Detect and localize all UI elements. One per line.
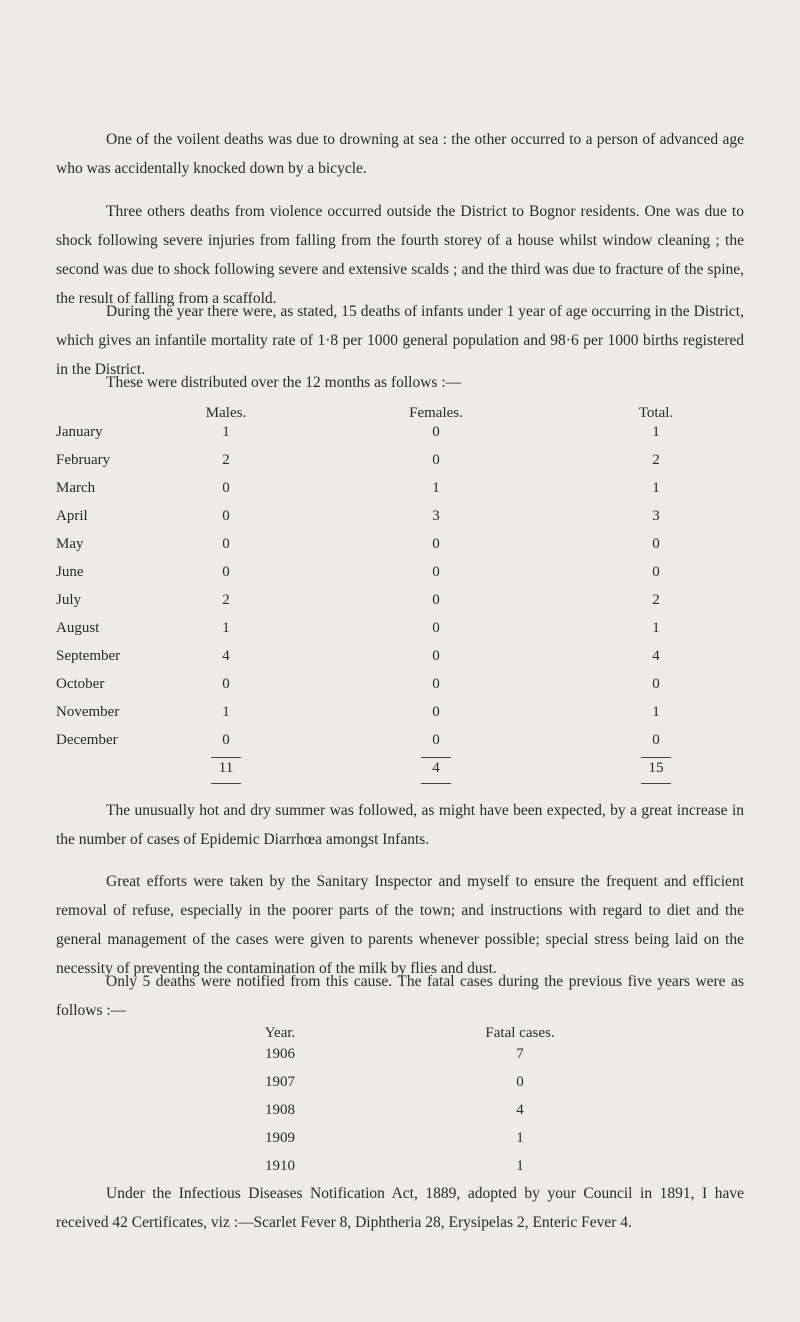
row-month: November (56, 704, 120, 720)
paragraph-deaths-outside-district: Three others deaths from violence occurred outside the District to Bognor residents. One was due to shock following severe injuries from falling from the fourth storey of a house whilst window cleaning ; the second was due to shock following severe and extensive scalds ; and the third was due to fracture of the spine, the result of falling from a scaffold. (56, 203, 744, 307)
row-males: 0 (222, 732, 230, 748)
row-females: 1 (432, 480, 440, 496)
paragraph-violent-deaths: One of the voilent deaths was due to drowning at sea : the other occurred to a person of advanced age who was accidentally knocked down by a bicycle. (56, 131, 744, 177)
sum-rule-bottom (421, 783, 451, 784)
row-males: 1 (222, 704, 230, 720)
total-females: 4 (432, 760, 440, 776)
paragraph-monthly-intro: These were distributed over the 12 months as follows :— (106, 374, 462, 391)
row-total: 1 (652, 424, 660, 440)
row-females: 0 (432, 648, 440, 664)
row-females: 0 (432, 564, 440, 580)
total-all: 15 (648, 760, 664, 776)
row-cases: 1 (516, 1158, 524, 1174)
row-total: 1 (652, 620, 660, 636)
row-cases: 4 (516, 1102, 524, 1118)
row-females: 0 (432, 732, 440, 748)
row-females: 0 (432, 620, 440, 636)
row-month: January (56, 424, 103, 440)
row-month: July (56, 592, 82, 608)
sum-rule-bottom (641, 783, 671, 784)
row-total: 2 (652, 592, 660, 608)
header-fatal-cases: Fatal cases. (485, 1025, 555, 1041)
row-females: 0 (432, 676, 440, 692)
paragraph-infant-mortality: During the year there were, as stated, 15 deaths of infants under 1 year of age occurring in the District, which gives an infantile mortality rate of 1·8 per 1000 general population and 98·6 per 1000 births registered in the District. (56, 303, 744, 378)
row-males: 1 (222, 424, 230, 440)
row-cases: 1 (516, 1130, 524, 1146)
header-year: Year. (264, 1025, 296, 1041)
row-females: 0 (432, 424, 440, 440)
row-males: 0 (222, 536, 230, 552)
row-total: 0 (652, 732, 660, 748)
row-total: 1 (652, 704, 660, 720)
row-total: 4 (652, 648, 660, 664)
row-males: 0 (222, 564, 230, 580)
row-total: 1 (652, 480, 660, 496)
row-month: October (56, 676, 105, 692)
row-males: 1 (222, 620, 230, 636)
paragraph-notification-act: Under the Infectious Diseases Notification Act, 1889, adopted by your Council in 1891, I have received 42 Certificates, viz :—Scarlet Fever 8, Diphtheria 28, Erysipelas 2, Enteric Fever 4. (56, 1185, 744, 1231)
row-females: 0 (432, 704, 440, 720)
paragraph-sanitary-efforts: Great efforts were taken by the Sanitary Inspector and myself to ensure the frequent and efficient removal of refuse, especially in the poorer parts of the town; and instructions with regard to diet and the general management of the cases were given to parents whenever possible; special stress being laid on the necessity of preventing the contamination of the milk by flies and dust. (56, 873, 744, 977)
row-cases: 0 (516, 1074, 524, 1090)
row-total: 0 (652, 564, 660, 580)
row-females: 0 (432, 452, 440, 468)
row-month: March (56, 480, 96, 496)
row-cases: 7 (516, 1046, 524, 1062)
row-year: 1907 (265, 1074, 295, 1090)
row-month: August (56, 620, 100, 636)
total-males: 11 (218, 760, 234, 776)
header-males: Males. (205, 405, 247, 421)
row-month: February (56, 452, 111, 468)
row-males: 2 (222, 592, 230, 608)
header-females: Females. (409, 405, 463, 421)
row-males: 0 (222, 676, 230, 692)
row-month: May (56, 536, 84, 552)
row-males: 0 (222, 480, 230, 496)
row-month: April (56, 508, 88, 524)
row-females: 3 (432, 508, 440, 524)
row-total: 0 (652, 676, 660, 692)
row-month: December (56, 732, 118, 748)
row-males: 0 (222, 508, 230, 524)
paragraph-summer-diarrhoea: The unusually hot and dry summer was followed, as might have been expected, by a great increase in the number of cases of Epidemic Diarrhœa amongst Infants. (56, 802, 744, 848)
row-males: 4 (222, 648, 230, 664)
row-females: 0 (432, 536, 440, 552)
row-year: 1908 (265, 1102, 295, 1118)
row-total: 3 (652, 508, 660, 524)
row-month: September (56, 648, 121, 664)
sum-rule-bottom (211, 783, 241, 784)
row-year: 1909 (265, 1130, 295, 1146)
row-year: 1910 (265, 1158, 295, 1174)
row-males: 2 (222, 452, 230, 468)
paragraph-fatal-cases-intro: Only 5 deaths were notified from this cause. The fatal cases during the previous five years were as follows :— (56, 973, 744, 1019)
row-total: 0 (652, 536, 660, 552)
header-total: Total. (638, 405, 674, 421)
row-year: 1906 (265, 1046, 295, 1062)
row-total: 2 (652, 452, 660, 468)
row-month: June (56, 564, 84, 580)
row-females: 0 (432, 592, 440, 608)
